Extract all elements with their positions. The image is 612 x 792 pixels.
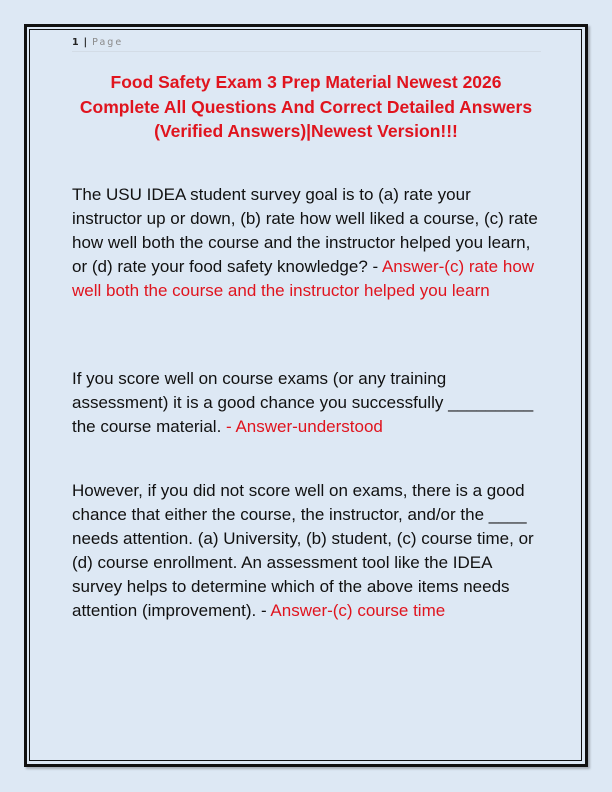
page-separator: | xyxy=(83,37,88,48)
answer-text: - Answer-understood xyxy=(226,417,383,436)
question-text: The USU IDEA student survey goal is to (a) rate your instructor up or down, (b) rate how well liked a course, (c) rate how well both the course and the instructor helped you learn, or (d) rate your food safety knowledge? - xyxy=(72,185,538,276)
answer-text: Answer-(c) course time xyxy=(270,601,446,620)
document-title xyxy=(60,70,552,144)
qa-item-3 xyxy=(72,479,542,623)
title-line-3: (Verified Answers)|Newest Version!!! xyxy=(154,121,458,141)
question-text: However, if you did not score well on exams, there is a good chance that either the course, the instructor, and/or the ____ needs attention. (a) University, (b) student, (c) course time, or (d) course enrollment. An assessment tool like the IDEA survey helps to determine which of the above items needs attention (improvement). - xyxy=(72,481,534,620)
answer-text: Answer-(c) rate how well both the course and the instructor helped you learn xyxy=(72,257,535,300)
title-line-2: Complete All Questions And Correct Detailed Answers xyxy=(79,96,533,117)
question-text: If you score well on course exams (or any training assessment) it is a good chance you successfully _________ the course material. xyxy=(72,369,534,436)
page-number: 1 xyxy=(72,37,79,48)
page-header xyxy=(72,36,541,52)
qa-item-2 xyxy=(72,367,542,439)
title-line-1: Food Safety Exam 3 Prep Material Newest 2026 xyxy=(110,72,502,92)
qa-item-1 xyxy=(72,183,542,303)
page-label: Page xyxy=(92,37,124,48)
